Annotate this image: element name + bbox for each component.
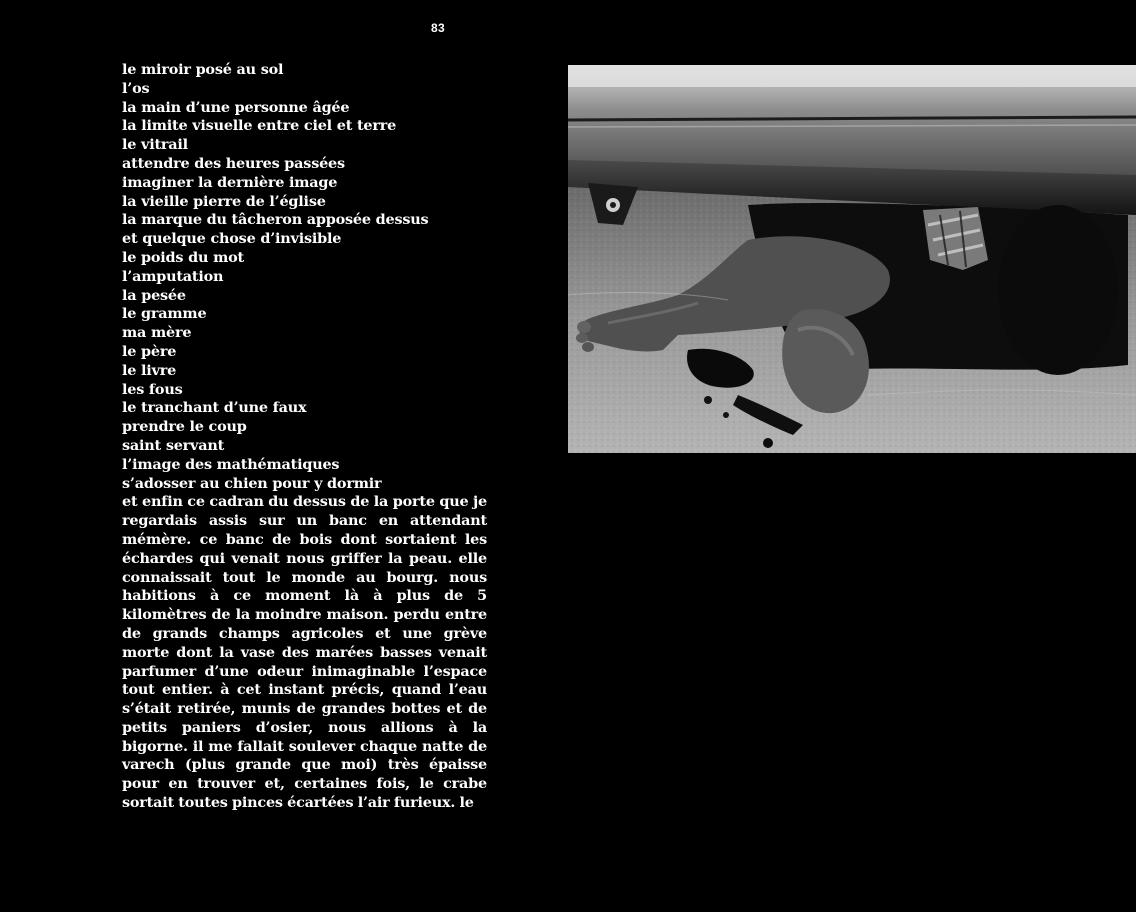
poem-line: les fous (122, 380, 183, 398)
poem-line: l’amputation (122, 267, 224, 285)
poem-line: prendre le coup (122, 418, 247, 436)
poem-line: et quelque chose d’invisible (122, 230, 342, 248)
poem-line: le livre (122, 361, 177, 379)
poem-line: l’image des mathématiques (122, 455, 340, 473)
page-number: 83 (431, 21, 445, 35)
poem-line: le poids du mot (122, 248, 244, 266)
poem-line: le miroir posé au sol (122, 61, 284, 78)
fabric (923, 207, 988, 270)
poem-line: le vitrail (122, 136, 188, 154)
poem-line: saint servant (122, 436, 225, 454)
poem-line: le père (122, 342, 177, 360)
poem-line: le tranchant d’une faux (122, 399, 307, 417)
poem-line: attendre des heures passées (122, 154, 345, 172)
poem-list (122, 61, 487, 493)
poem-line: imaginer la dernière image (122, 173, 338, 191)
poem-line: la marque du tâcheron apposée dessus (122, 211, 429, 229)
poem-line: la vieille pierre de l’église (122, 192, 326, 210)
poem-line: la main d’une personne âgée (122, 98, 350, 116)
prose-paragraph: et enfin ce cadran du dessus de la porte que je regardais assis sur un banc en attendant mémère. ce banc de bois dont sortaient les échardes qui venait nous griffer la peau. elle connaissait tout le monde au bourg. nous habitions à ce moment là à plus de 5 kilomètres de la moindre maison. perdu entre de grands champs agricoles et une grève morte dont la vase des marées basses venait parfumer d’une odeur inimaginable l’espace tout entier. à cet instant précis, quand l’eau s’était retirée, munis de grandes bottes et de petits paniers d’osier, nous allions à la bigorne. il me fallait soulever chaque natte de varech (plus grande que moi) très épaisse pour en trouver et, certaines fois, le crabe sortait toutes pinces écartées l’air furieux. le (122, 493, 487, 812)
wheel (998, 205, 1118, 375)
poem-line: la pesée (122, 286, 186, 304)
poem-line: ma mère (122, 324, 192, 342)
bw-photograph (568, 65, 1136, 453)
poem-line: l’os (122, 79, 150, 97)
text-column (122, 61, 487, 813)
photo-illustration (568, 65, 1136, 453)
poem-line: s’adosser au chien pour y dormir (122, 474, 382, 492)
poem-line: la limite visuelle entre ciel et terre (122, 117, 397, 135)
poem-line: le gramme (122, 305, 207, 323)
